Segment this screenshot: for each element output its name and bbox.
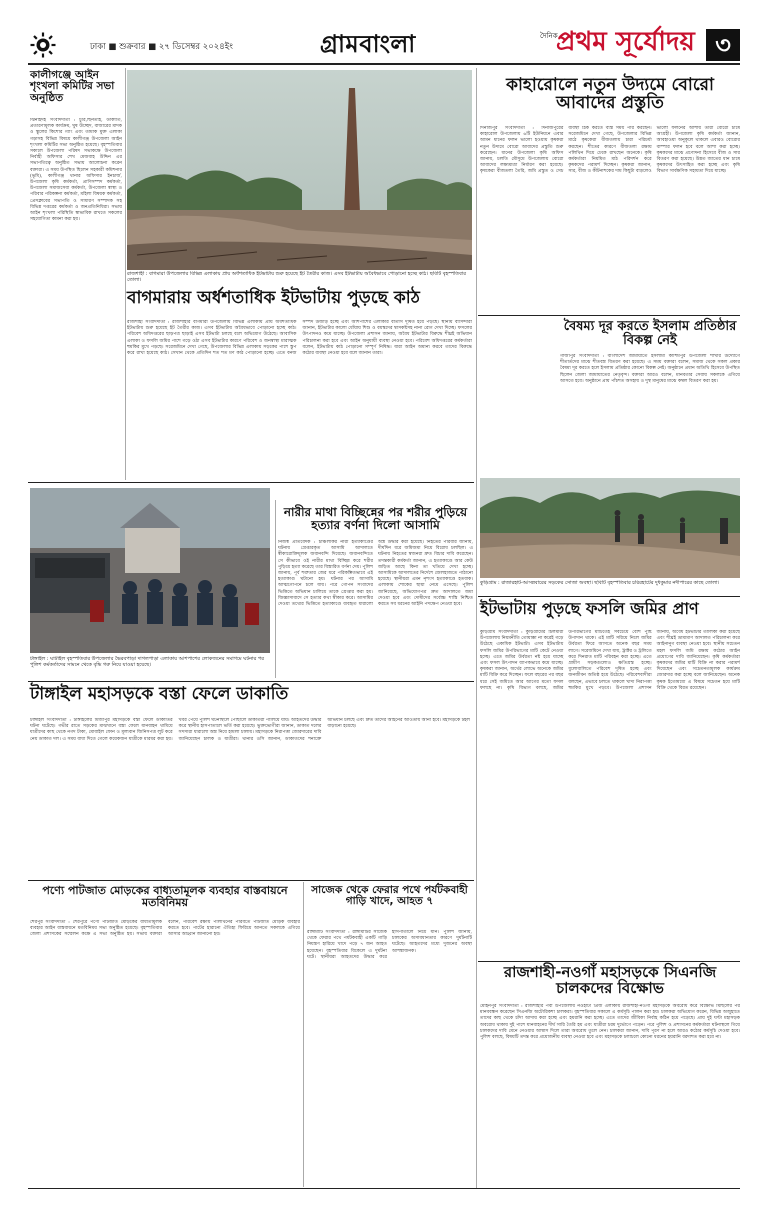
sajek-body xyxy=(307,930,472,1182)
column-divider xyxy=(125,68,126,480)
kaharol-headline: কাহারোলে নতুন উদ্যমে বোরো আবাদের প্রস্তুতি xyxy=(506,75,714,114)
crowd-caption: টাঙ্গাইল : ঘাটাইল বৃহস্পতিবার উপজেলার ভৈরবপাড়া দাগলপাড়া এলাকায় আশপাশের লোকজনের সমাগমে ঘটনার পর পুলিশ কর্মকর্তাদের সামনে থেকে বৃদ্ধি গরু নিয়ে যাওয়া হয়েছে। xyxy=(30,656,265,669)
tangail-headline: টাঙ্গাইল মহাসড়কে বস্তা ফেলে ডাকাতি xyxy=(30,684,289,704)
brickfield-caption: রাজশাহী : বাগমারা উপজেলার বিভিন্ন এলাকায় প্রায় অর্ধশতাধিক ইটভাটায় শুরু হয়েছে ইট তৈরীর কাজ। এসব ইটভাটায় অবৈধভাবে পোড়ানো হচ্ছে কাঠ। ছবিটি বৃহস্পতিবার তোলা। xyxy=(127,271,467,284)
field-photo xyxy=(480,478,740,578)
bottom-rule xyxy=(28,1188,740,1189)
brand-name: প্রথম সূর্যোদয় xyxy=(556,27,695,57)
tangail-body xyxy=(30,718,470,878)
column-divider xyxy=(275,500,276,678)
rajshahi-headline: রাজশাহী-নওগাঁ মহাসড়কে সিএনজি চালকদের বিক্ষোভ xyxy=(503,963,717,998)
masthead xyxy=(0,0,768,62)
boishommo-body: গাজীপুর সংবাদদাতা : বাংলাদেশ জামায়াতে ইসলামী কাশিমপুর উপজেলা শাখার উদ্যোগে শীতার্তদের মাঝে শীতবস্ত্র বিতরণ করা হয়েছে। এ সময় বক্তারা বলেন, সমাজ থেকে সকল প্রকার বৈষম্য দূর করতে হলে ইসলাম প্রতিষ্ঠার কোনো বিকল্প নেই। অনুষ্ঠানে প্রধান অতিথি হিসেবে উপস্থিত ছিলেন জেলা জামায়াতের নেতৃবৃন্দ। বক্তারা আরও বলেন, মানবতার সেবায় সকলকে এগিয়ে আসতে হবে। অনুষ্ঠানে প্রায় পাঁচশত অসহায় ও দুস্থ মানুষের মাঝে কম্বল বিতরণ করা হয়। xyxy=(560,354,740,384)
masthead-rule xyxy=(28,63,740,65)
section-rule xyxy=(478,961,740,962)
issue-date: ঢাকা ■ শুক্রবার ■ ২৭ ডিসেম্বর ২০২৪ইং xyxy=(90,42,233,52)
nari-text: নিজস্ব প্রতিবেদক : চাঞ্চল্যকর নারী হত্যাকাণ্ডের ঘটনায় গ্রেপ্তারকৃত আসামি আদালতে স্বীকারোক্তিমূলক জবানবন্দি দিয়েছে। জবানবন্দিতে সে কীভাবে ওই নারীর মাথা বিচ্ছিন্ন করে শরীর পুড়িয়ে হত্যা করেছে তার বিস্তারিত বর্ণনা দেয়। পুলিশ জানায়, পূর্ব শত্রুতার জের ধরে পরিকল্পিতভাবে এই হত্যাকাণ্ড ঘটানো হয়। ঘটনার পর আসামি আত্মগোপনে চলে যায়। পরে গোপন সংবাদের ভিত্তিতে অভিযান চালিয়ে তাকে গ্রেপ্তার করা হয়। জিজ্ঞাসাবাদে সে হত্যার কথা স্বীকার করে। আসামির দেওয়া তথ্যের ভিত্তিতে হত্যাকাণ্ডে ব্যবহৃত ধারালো অস্ত্র উদ্ধার করা হয়েছে। নিহতের পরিবার জানায়, দীর্ঘদিন ধরে জমিজমা নিয়ে বিরোধ চলছিল। এ ঘটনায় নিহতের স্বজনরা দ্রুত বিচার দাবি করেছেন। তদন্তকারী কর্মকর্তা জানান, এ হত্যাকাণ্ডে আর কেউ জড়িত আছে কিনা তা খতিয়ে দেখা হচ্ছে। আসামিকে আদালতের নির্দেশে জেলহাজতে পাঠানো হয়েছে। স্থানীয়রা এমন নৃশংস হত্যাকাণ্ডে হতবাক। এলাকায় শোকের ছায়া নেমে এসেছে। পুলিশ জানিয়েছে, অভিযোগপত্র দ্রুত আদালতে জমা দেওয়া হবে এবং দোষীদের সর্বোচ্চ শাস্তি নিশ্চিত করতে সব ধরনের আইনি পদক্ষেপ নেওয়া হবে। xyxy=(278,540,473,608)
brand-small: দৈনিক xyxy=(540,32,558,40)
itbhata-text: কুড়িগ্রাম সংবাদদাতা : কুড়িগ্রামের চিলমারী উপজেলায় নিয়মনীতি তোয়াক্কা না করেই গড়ে উঠেছে একাধিক ইটভাটা। এসব ইটভাটায় ফসলি জমির উপরিভাগের মাটি কেটে নেওয়া হচ্ছে। এতে জমির উর্বরতা নষ্ট হয়ে যাচ্ছে এবং ফসল উৎপাদন ব্যাপকভাবে কমে যাচ্ছে। কৃষকরা জানান, অর্থের লোভে অনেকে জমির মাটি বিক্রি করে দিচ্ছেন। ফলে বছরের পর বছর ধরে সেই জমিতে আর আগের মতো ফসল ফলছে না। কৃষি বিভাগ বলছে, জমির উপরিভাগের মাটিতেই সবচেয়ে বেশি পুষ্টি উপাদান থাকে। এই মাটি সরিয়ে নিলে জমির উর্বরতা ফিরে আসতে অনেক বছর সময় লাগে। সরেজমিনে দেখা যায়, ট্রাক্টর ও ট্রলিতে করে দিনরাত মাটি পরিবহন করা হচ্ছে। এতে গ্রামীণ সড়কগুলোও ক্ষতিগ্রস্ত হচ্ছে। ধুলোবালিতে পরিবেশ দূষিত হচ্ছে এবং জনজীবন অতিষ্ঠ হয়ে উঠেছে। পরিবেশবাদীরা বলছেন, এভাবে চলতে থাকলে খাদ্য নিরাপত্তা হুমকির মুখে পড়বে। উপজেলা প্রশাসন জানায়, অবৈধ ইটভাটার তালিকা করা হয়েছে এবং শীঘ্রই ভ্রাম্যমাণ আদালত পরিচালনা করে আইনানুগ ব্যবস্থা নেওয়া হবে। স্থানীয় সচেতন মহল ফসলি জমি রক্ষায় কঠোর আইন প্রয়োগের দাবি জানিয়েছেন। কৃষি কর্মকর্তারা কৃষকদের জমির মাটি বিক্রি না করার পরামর্শ দিয়েছেন এবং সচেতনতামূলক কার্যক্রম জোরদার করা হচ্ছে বলে জানিয়েছেন। অনেক কৃষক ইতোমধ্যে এ বিষয়ে সচেতন হয়ে মাটি বিক্রি থেকে বিরত রয়েছেন। xyxy=(480,630,740,691)
column-divider xyxy=(476,68,477,1188)
column-divider xyxy=(303,882,304,1187)
crowd-photo xyxy=(30,488,270,653)
kaharol-text: দিনাজপুর সংবাদদাতা : দিনাজপুরের কাহারোল উপজেলায় ৬টি ইউনিয়নে এবার আমন ধানের ফলন ভালো হওয়ায় কৃষকরা নতুন উদ্যমে বোরো আবাদের প্রস্তুতি শুরু করেছেন। ধানের উপজেলা কৃষি অফিস জানায়, চলতি মৌসুমে উপজেলায় বোরো আবাদের লক্ষ্যমাত্রা নির্ধারণ করা হয়েছে। কৃষকেরা বীজতলা তৈরি, জমি প্রস্তুত ও সেচ ব্যবস্থা ঠিক করতে ব্যস্ত সময় পার করছেন। সরেজমিনে দেখা গেছে, উপজেলার বিভিন্ন মাঠে কৃষকেরা বীজতলায় চারা পরিচর্যা করছেন। শীতের কারণে বীজতলা রক্ষায় পলিথিন দিয়ে ঢেকে রাখছেন অনেকে। কৃষি কর্মকর্তারা নিয়মিত মাঠ পরিদর্শন করে কৃষকদের পরামর্শ দিচ্ছেন। কৃষকরা জানান, সার, বীজ ও কীটনাশকের দাম কিছুটা বাড়লেও ভালো ফলনের আশায় তারা বোরো চাষে আগ্রহী। উপজেলা কৃষি কর্মকর্তা জানান, আবহাওয়া অনুকূলে থাকলে এবারও বোরোর বাম্পার ফলন হবে বলে আশা করা হচ্ছে। কৃষকদের মাঝে প্রণোদনা হিসেবে বীজ ও সার বিতরণ করা হয়েছে। উন্নত জাতের ধান চাষে কৃষকদের উৎসাহিত করা হচ্ছে এবং কৃষি বিভাগ সার্বক্ষণিক সহায়তা দিয়ে যাচ্ছে। xyxy=(480,126,740,175)
kaliganj-headline: কালীগঞ্জে আইন শৃংখলা কমিটির সভা অনুষ্ঠিত xyxy=(30,69,115,104)
sajek-text: রাঙ্গামাটি সংবাদদাতা : রাঙ্গামাটির সাজেক থেকে ফেরার পথে পর্যটকবাহী একটি গাড়ি নিয়ন্ত্রণ হারিয়ে খাদে পড়ে ৭ জন আহত হয়েছেন। বৃহস্পতিবার বিকেলে এ দুর্ঘটনা ঘটে। স্থানীয়রা আহতদের উদ্ধার করে হাসপাতালে নিয়ে যান। পুলিশ জানায়, চালকের অসাবধানতার কারণে দুর্ঘটনাটি ঘটেছে। আহতদের মধ্যে দুজনের অবস্থা আশঙ্কাজনক। xyxy=(307,930,472,960)
potte-text: শেরপুর সংবাদদাতা : শেরপুরে পণ্যে পাটজাত মোড়কের বাধ্যতামূলক ব্যবহার আইন বাস্তবায়নে মতবিনিময় সভা অনুষ্ঠিত হয়েছে। বৃহস্পতিবার জেলা প্রশাসকের সম্মেলন কক্ষে এ সভা অনুষ্ঠিত হয়। সভায় বক্তারা বলেন, পরিবেশ রক্ষায় পলিথিনের পরিবর্তে পাটজাত মোড়ক ব্যবহার করতে হবে। পাটের হারানো ঐতিহ্য ফিরিয়ে আনতে সকলকে এগিয়ে আসার আহ্বান জানানো হয়। xyxy=(30,920,300,938)
bagmara-text: রাজশাহী সংবাদদাতা : রাজশাহীর বাগমারা উপজেলায় বিভিন্ন এলাকায় প্রায় অর্ধশতাধিক ইটভাটায় শুরু হয়েছে ইট তৈরীর কাজ। এসব ইটভাটায় অবৈধভাবে পোড়ানো হচ্ছে কাঠ। পরিবেশ অধিদপ্তরের ছাড়পত্র ছাড়াই এসব ইটভাটা চলছে বলে অভিযোগ উঠেছে। আবাসিক এলাকা ও ফসলি জমির পাশে গড়ে ওঠা এসব ইটভাটার কারণে পরিবেশ ও জনস্বাস্থ্য মারাত্মক হুমকির মুখে পড়ছে। সরেজমিনে দেখা গেছে, উপজেলার বিভিন্ন এলাকায় সড়কের পাশে স্তুপ করে রাখা হয়েছে কাঠ। সেখান থেকে প্রতিদিন শত শত মণ কাঠ পোড়ানো হচ্ছে। এতে বনজ সম্পদ উজাড় হচ্ছে এবং আশপাশের এলাকার বাতাস দূষিত হয়ে পড়ছে। স্থানীয় বাসিন্দারা জানান, ইটভাটার কালো ধোঁয়ায় শিশু ও বয়স্কদের শ্বাসকষ্টসহ নানা রোগ দেখা দিচ্ছে। ফসলের উৎপাদনও কমে যাচ্ছে। উপজেলা প্রশাসন জানায়, অবৈধ ইটভাটার বিরুদ্ধে শীঘ্রই অভিযান পরিচালনা করা হবে এবং আইন অনুযায়ী ব্যবস্থা নেওয়া হবে। পরিবেশ অধিদপ্তরের কর্মকর্তারা বলেন, ইটভাটায় কাঠ পোড়ানো সম্পূর্ণ নিষিদ্ধ। যারা আইন অমান্য করবে তাদের বিরুদ্ধে কঠোর ব্যবস্থা নেওয়া হবে বলে জানান তারা। xyxy=(127,320,472,357)
sun-logo-icon xyxy=(30,32,56,58)
itbhata-headline: ইটভাটায় পুড়ছে ফসলি জমির প্রাণ xyxy=(480,599,699,618)
potte-body xyxy=(30,920,300,1182)
section-title: গ্রামবাংলা xyxy=(320,30,416,58)
nari-headline: নারীর মাথা বিচ্ছিন্নের পর শরীর পুড়িয়ে হত্যার বর্ণনা দিলো আসামি xyxy=(283,505,468,532)
nari-body xyxy=(278,540,473,678)
itbhata-body xyxy=(480,630,740,958)
page-number: ৩ xyxy=(715,31,731,59)
brickfield-photo xyxy=(127,70,472,270)
bagmara-body xyxy=(127,320,472,470)
field-caption: কুড়িগ্রাম : রাজারহাট-আসন্নবারের সড়কের সোজা অবস্থা। ছবিটি বৃহস্পতিবার চরিরহাটের দুধকুমার নদীপারের কাছে তোলা। xyxy=(480,580,720,586)
section-rule xyxy=(28,681,474,682)
rajshahi-body: মোহনপুর সংবাদদাতা : রাজশাহীর পবা উপজেলায় নওহাটা প্রিজ এলাকায় রাজশাহী-নওগাঁ মহাসড়কে অবরোধ করে বিক্ষোভ মিছিলের পর মানববন্ধন করেছেন সিএনজি অটোরিকশা চালকরা। বৃহস্পতিবার সকালে এ কর্মসূচি পালন করা হয়। চালকরা অভিযোগ করেন, বিভিন্ন অজুহাতে তাদের কাছ থেকে চাঁদা আদায় করা হচ্ছে এবং হয়রানি করা হচ্ছে। এতে তাদের জীবিকা নির্বাহ কঠিন হয়ে পড়েছে। প্রায় দুই ঘণ্টা মহাসড়ক অবরোধ থাকায় দুই পাশে যানবাহনের দীর্ঘ সারি তৈরি হয় এবং যাত্রীরা চরম দুর্ভোগে পড়েন। পরে পুলিশ ও প্রশাসনের কর্মকর্তারা ঘটনাস্থলে গিয়ে চালকদের দাবি মেনে নেওয়ার আশ্বাস দিলে তারা অবরোধ তুলে নেন। চালকরা জানান, দাবি পূরণ না হলে আরও কঠোর কর্মসূচি দেওয়া হবে। পুলিশ বলছে, বিষয়টি তদন্ত করে প্রয়োজনীয় ব্যবস্থা নেওয়া হবে এবং মহাসড়কে চলাচলে কোনো ধরনের হয়রানি বরদাশত করা হবে না। xyxy=(480,1004,740,1041)
potte-headline: পণ্যে পাটজাত মোড়কের বাধ্যতামূলক ব্যবহার বাস্তবায়নে মতবিনিময় xyxy=(42,884,288,909)
section-rule xyxy=(28,880,474,881)
boishommo-headline: বৈষম্য দূর করতে ইসলাম প্রতিষ্ঠার বিকল্প নেই xyxy=(563,319,737,349)
page-number-badge xyxy=(706,29,740,61)
kaharol-body xyxy=(480,126,740,308)
bagmara-headline: বাগমারায় অর্ধশতাধিক ইটভাটায় পুড়ছে কাঠ xyxy=(127,288,420,308)
sajek-headline: সাজেক থেকে ফেরার পথে পর্যটকবাহী গাড়ি খাদে, আহত ৭ xyxy=(311,884,468,908)
tangail-text: টাঙ্গাইল সংবাদদাতা : টাঙ্গাইলের মির্জাপুর মহাসড়কে বস্তা ফেলে ডাকাতির ঘটনা ঘটেছে। গভীর রাতে সড়কের মাঝখানে বস্তা ফেলে যানবাহন থামিয়ে যাত্রীদের কাছ থেকে নগদ টাকা, মোবাইল ফোন ও মূল্যবান জিনিসপত্র লুট করে নেয় ডাকাত দল। এ সময় বাধা দিতে গেলে কয়েকজন যাত্রীকে মারধর করা হয়। খবর পেয়ে পুলিশ ঘটনাস্থলে পৌঁছালে ডাকাতরা পালিয়ে যায়। আহতদের উদ্ধার করে স্থানীয় হাসপাতালে ভর্তি করা হয়েছে। ভুক্তভোগীরা জানান, ডাকাত দলের সদস্যরা ধারালো অস্ত্র নিয়ে হামলা চালায়। মহাসড়কে নিরাপত্তা জোরদারের দাবি জানিয়েছেন চালক ও যাত্রীরা। থানার ওসি জানান, ডাকাতদের শনাক্তে অভিযান চলছে এবং দ্রুত তাদের আইনের আওতায় আনা হবে। মহাসড়কে টহল বাড়ানো হয়েছে। xyxy=(30,718,470,742)
kaliganj-body: ঝিনাইদহ সংবাদদাতা : চুরি,ছিনতাই, ডাকাতি, প্রতারণামূলক কার্যক্রম, ঘুষ উচ্ছেদ, বাজারের মাদক ও স্কুলের কিশোর গ্যাং এবং তামাক মুক্ত এলাকা গড়াসহ বিভিন্ন বিষয়ে কালীগঞ্জ উপজেলা আইন শৃংখলা কমিটির সভা অনুষ্ঠিত হয়েছে। বৃহস্পতিবার সকালে উপজেলা পরিষদ সভাকক্ষে উপজেলা নির্বাহী অফিসার শেখ মেজবাহ উদ্দিন এর সভাপতিত্বে অনুষ্ঠিত সভায় আলোচনা করেন বক্তারা। এ সময় উপস্থিত ছিলেন সহকারী কমিশনার (ভূমি), কালীগঞ্জ থানার অফিসার ইনচার্জ, উপজেলা কৃষি কর্মকর্তা, প্রাণিসম্পদ কর্মকর্তা, উপজেলা সমাজসেবা কর্মকর্তা, উপজেলা স্বাস্থ্য ও পরিবার পরিকল্পনা কর্মকর্তা, মহিলা বিষয়ক কর্মকর্তা, প্রেসক্লাবের সভাপতি ও সাধারণ সম্পাদক সহ বিভিন্ন দপ্তরের কর্মকর্তা ও জনপ্রতিনিধিরা। সভায় আইন শৃংখলা পরিস্থিতি স্বাভাবিক রাখতে সকলের সহযোগিতা কামনা করা হয়। xyxy=(30,118,122,223)
section-rule xyxy=(28,482,474,483)
section-rule xyxy=(478,315,740,316)
section-rule xyxy=(478,596,740,597)
